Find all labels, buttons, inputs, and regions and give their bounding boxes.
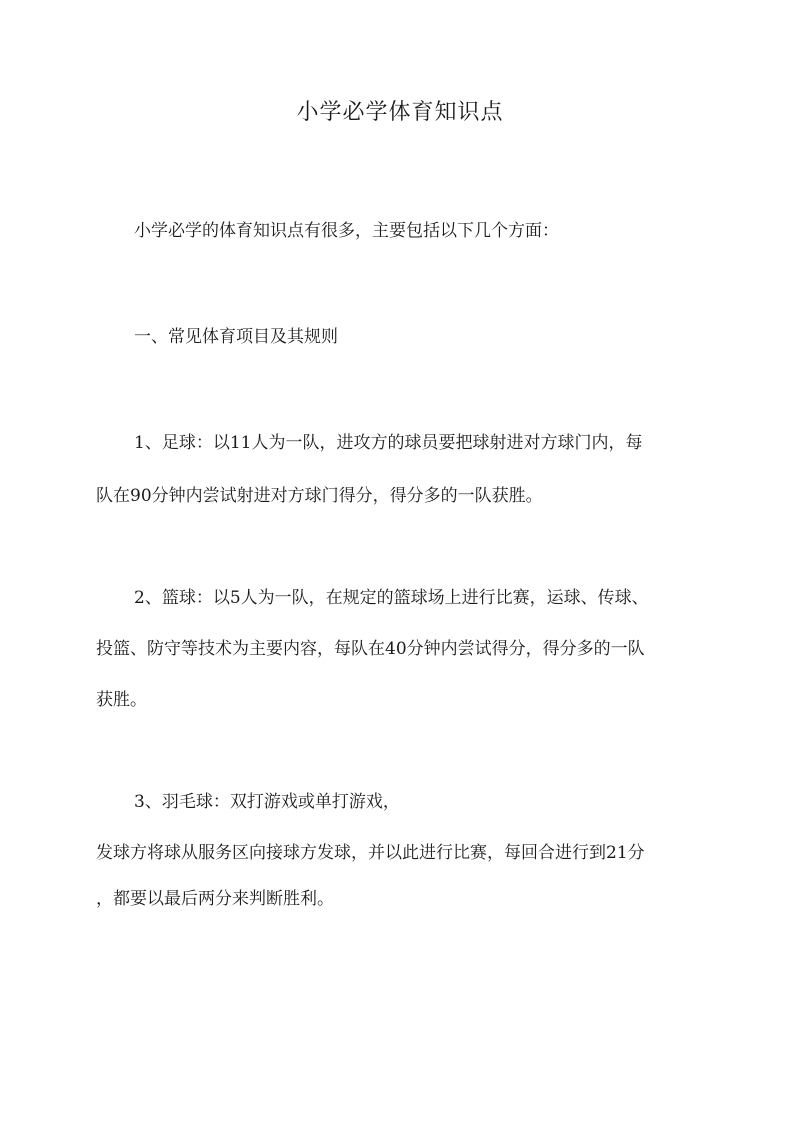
paragraph-line: 1、足球：以11人为一队，进攻方的球员要把球射进对方球门内，每 xyxy=(134,433,643,453)
intro-paragraph: 小学必学的体育知识点有很多，主要包括以下几个方面： xyxy=(134,221,559,241)
paragraph-line: 3、羽毛球：双打游戏或单打游戏， xyxy=(134,792,400,812)
paragraph-line: 2、篮球：以5人为一队，在规定的篮球场上进行比赛，运球、传球、 xyxy=(134,588,649,608)
paragraph-line: 获胜。 xyxy=(96,690,147,710)
paragraph-line: ，都要以最后两分来判断胜利。 xyxy=(96,889,334,909)
paragraph-line: 投篮、防守等技术为主要内容，每队在40分钟内尝试得分，得分多的一队 xyxy=(96,639,645,659)
section-heading: 一、常见体育项目及其规则 xyxy=(134,327,338,347)
paragraph-line: 发球方将球从服务区向接球方发球，并以此进行比赛，每回合进行到21分 xyxy=(96,843,645,863)
paragraph-line: 队在90分钟内尝试射进对方球门得分，得分多的一队获胜。 xyxy=(96,486,543,506)
document-title: 小学必学体育知识点 xyxy=(296,100,504,125)
